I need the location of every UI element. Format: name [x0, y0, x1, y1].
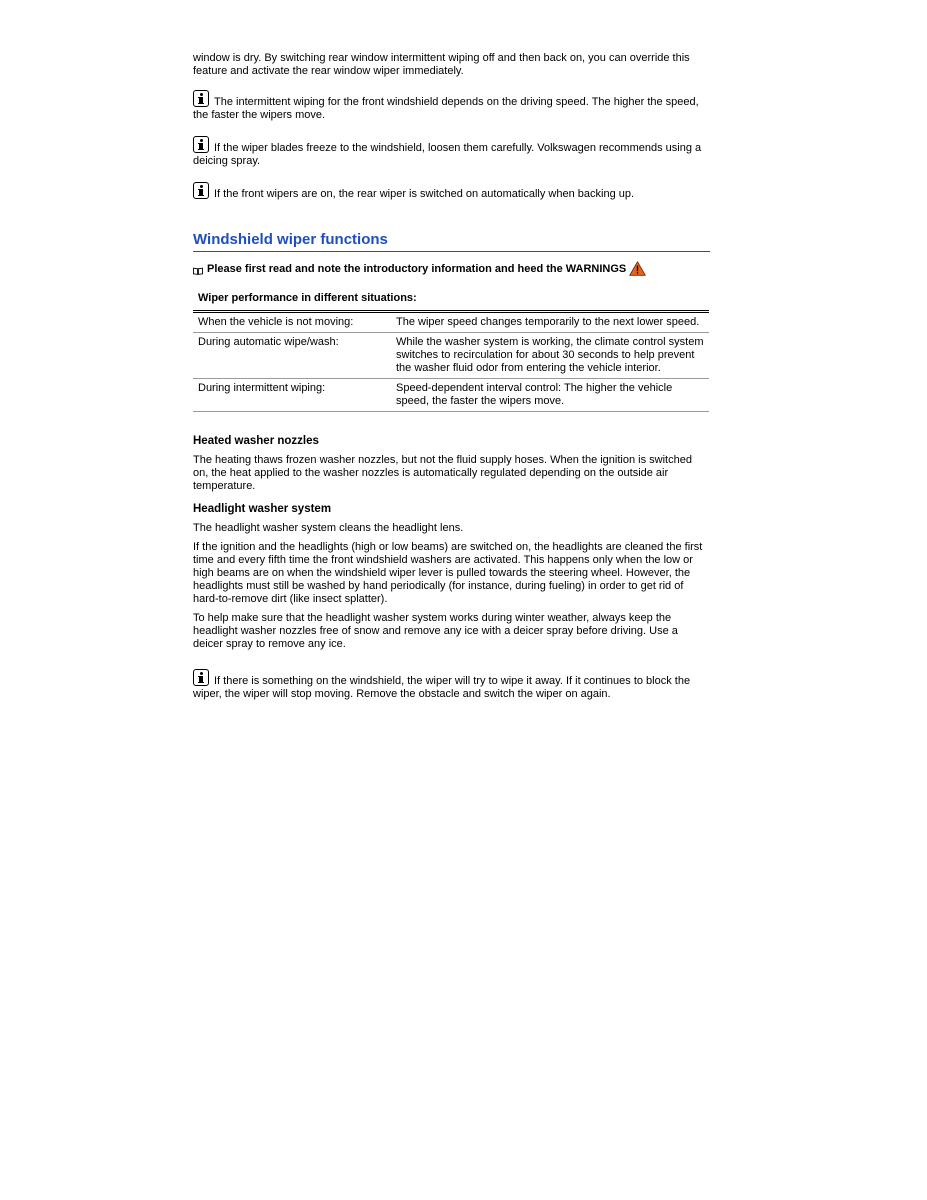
info-icon — [193, 90, 209, 107]
info-note — [193, 90, 710, 122]
headlight-washer-p2: If the ignition and the headlights (high or low beams) are switched on, the headlights are cleaned the first time and every fifth time the front windshield washers are activated. This happens only when the low or high beams are on when the windshield wiper lever is pulled towards the steering wheel. However, the headlights must still be washed by hand periodically (for instance, during fueling) in order to get rid of hard-to-remove dirt (like insect splatter). — [193, 541, 703, 605]
table-row — [193, 312, 709, 333]
headlight-washer-p1: The headlight washer system cleans the headlight lens. — [193, 522, 464, 534]
table-row — [193, 379, 709, 412]
heated-nozzles-text: The heating thaws frozen washer nozzles, but not the fluid supply hoses. When the ignition is switched on, the heat applied to the washer nozzles is automatically regulated depending on the outside air temperature. — [193, 454, 692, 492]
table-cell-behavior: The wiper speed changes temporarily to the next lower speed. — [396, 316, 700, 328]
info-note — [193, 182, 710, 201]
note-text: If the wiper blades freeze to the windshield, loosen them carefully. Volkswagen recommends using a deicing spray. — [193, 142, 702, 167]
intro-paragraph: window is dry. By switching rear window intermittent wiping off and then back on, you can override this feature and activate the rear window wiper immediately. — [193, 52, 690, 77]
read-warnings-line — [193, 261, 710, 276]
table-cell-behavior: Speed-dependent interval control: The higher the vehicle speed, the faster the wipers move. — [391, 379, 709, 412]
warning-triangle-icon[interactable] — [629, 261, 646, 276]
note-text: If the front wipers are on, the rear wiper is switched on automatically when backing up. — [214, 188, 635, 200]
headlight-washer-p3: To help make sure that the headlight washer system works during winter weather, always keep the headlight washer nozzles free of snow and remove any ice with a deicer spray before driving. Use a deicer spray to remove any ice. — [193, 612, 678, 650]
info-icon — [193, 136, 209, 153]
table-cell-situation: When the vehicle is not moving: — [198, 316, 354, 328]
table-row — [193, 333, 709, 379]
note-text: The intermittent wiping for the front windshield depends on the driving speed. The higher the speed, the faster the wipers move. — [193, 96, 699, 121]
info-icon — [193, 182, 209, 199]
wiper-performance-table — [193, 310, 709, 412]
headlight-washer-heading: Headlight washer system — [193, 503, 332, 515]
table-cell-behavior: While the washer system is working, the climate control system switches to recirculation for about 30 seconds to help prevent the washer fluid odor from entering the vehicle interior. — [391, 333, 709, 379]
info-note — [193, 669, 710, 701]
note-text: If there is something on the windshield, the wiper will try to wipe it away. If it continues to block the wiper, the wiper will stop moving. Remove the obstacle and switch the wiper on again. — [193, 675, 691, 700]
info-note — [193, 136, 710, 168]
read-warnings-text: Please first read and note the introductory information and heed the WARNINGS — [207, 263, 627, 275]
table-cell-situation: During intermittent wiping: — [193, 379, 391, 412]
heated-nozzles-heading: Heated washer nozzles — [193, 435, 319, 447]
info-icon — [193, 669, 209, 686]
book-icon — [193, 267, 203, 275]
section-title: Windshield wiper functions — [193, 231, 710, 252]
table-cell-situation: During automatic wipe/wash: — [193, 333, 391, 379]
table-caption: Wiper performance in different situations: — [198, 292, 417, 304]
manual-page — [193, 52, 710, 701]
